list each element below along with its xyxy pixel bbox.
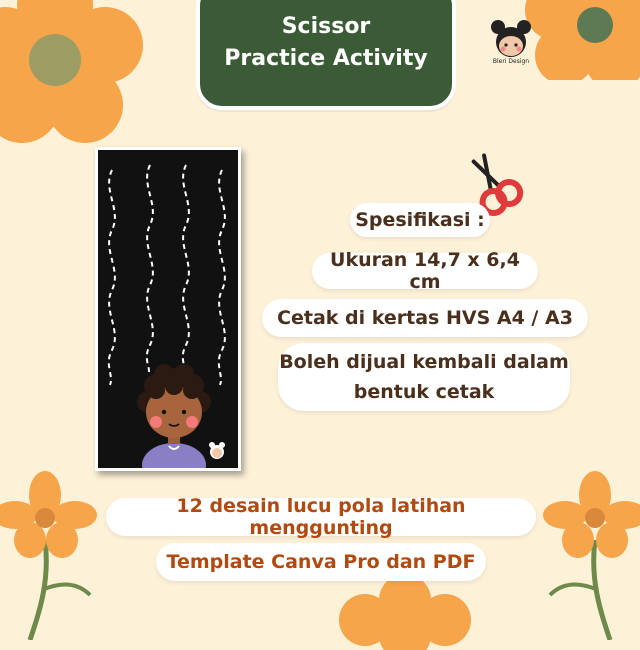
title-banner <box>196 0 456 110</box>
spec-size: Ukuran 14,7 x 6,4 cm <box>312 253 538 289</box>
brand-logo <box>478 18 544 68</box>
feature-template: Template Canva Pro dan PDF <box>156 543 486 581</box>
title-line-2: Practice Activity <box>224 46 428 71</box>
flower-bottom-left-decoration <box>0 470 120 640</box>
feature-designs: 12 desain lucu pola latihan menggunting <box>106 498 536 536</box>
spec-resale <box>278 343 570 411</box>
product-card-preview <box>95 147 241 471</box>
girl-face-logo-icon <box>478 18 544 60</box>
spec-paper: Cetak di kertas HVS A4 / A3 <box>262 299 588 337</box>
title-line-1: Scissor <box>281 14 371 39</box>
spec-resale-line-1: Boleh dijual kembali dalam <box>279 351 569 373</box>
spec-heading: Spesifikasi : <box>350 203 490 237</box>
flower-top-left-decoration <box>0 0 150 150</box>
spec-resale-line-2: bentuk cetak <box>353 381 495 403</box>
card-logo-icon <box>206 440 228 462</box>
logo-text: Bleri Design <box>492 58 530 65</box>
flower-bottom-right-decoration <box>520 470 640 640</box>
